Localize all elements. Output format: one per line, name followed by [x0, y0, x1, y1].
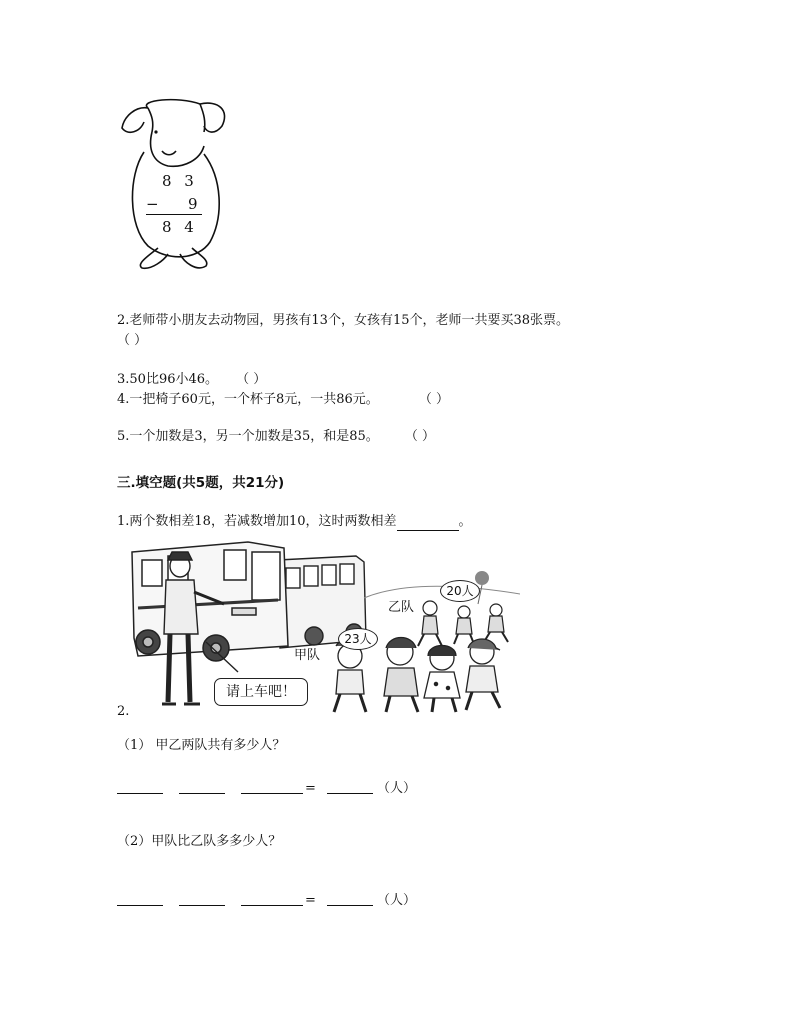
answer-1-unit: （人） [377, 781, 417, 796]
team-b-count: 20人 [446, 584, 474, 598]
team-a-count-bubble [338, 628, 378, 650]
bus-scene-illustration [128, 538, 520, 714]
team-b-count-bubble [440, 580, 480, 602]
question-5-text: 5.一个加数是3，另一个加数是35，和是85。 [117, 429, 379, 444]
team-a-label: 甲队 [294, 648, 321, 663]
bus-teams-picture [128, 538, 520, 714]
team-a-count: 23人 [344, 632, 372, 646]
team-b-label: 乙队 [388, 600, 415, 615]
answer-1-blank-c[interactable] [241, 792, 303, 794]
fill-question-1-blank[interactable] [397, 516, 459, 531]
question-4-answer-bracket[interactable]: （ ） [418, 392, 450, 407]
team-b-children-icon [418, 601, 508, 646]
answer-2-blank-b[interactable] [179, 904, 225, 906]
question-4 [117, 391, 449, 409]
answer-2-result-blank[interactable] [327, 904, 373, 906]
fill-question-2-number: 2. [117, 704, 130, 719]
question-3 [117, 371, 266, 389]
sub-question-1: （1） 甲乙两队共有多少人？ [117, 738, 286, 753]
speech-bubble [214, 678, 308, 706]
question-2-text: 2.老师带小朋友去动物园，男孩有13个，女孩有15个，老师一共要买38张票。 [117, 313, 570, 328]
question-3-text: 3.50比96小46。 [117, 372, 219, 387]
subtraction-subtrahend: 9 [188, 195, 198, 213]
answer-1-result-blank[interactable] [327, 792, 373, 794]
answer-2-blank-a[interactable] [117, 904, 163, 906]
question-5-answer-bracket[interactable]: （ ） [404, 429, 436, 444]
question-2-answer-bracket[interactable]: （ ） [117, 333, 148, 348]
sub-question-2: （2）甲队比乙队多多少人？ [117, 834, 282, 849]
subtraction-figure [118, 96, 238, 272]
subtraction-operator: − [146, 195, 159, 213]
subtraction-line [146, 214, 202, 215]
answer-2-blank-c[interactable] [241, 904, 303, 906]
answer-2-equals: = [305, 893, 316, 908]
question-4-text: 4.一把椅子60元，一个杯子8元，一共86元。 [117, 392, 379, 407]
answer-row-2 [117, 886, 417, 906]
question-5 [117, 428, 435, 446]
section-3-title: 三.填空题(共5题，共21分) [117, 475, 285, 491]
answer-row-1 [117, 774, 417, 794]
eye-icon [154, 130, 157, 133]
fill-question-1 [117, 513, 472, 531]
answer-1-blank-a[interactable] [117, 792, 163, 794]
balloon-icon [475, 571, 489, 585]
fill-question-1-text: 1.两个数相差18，若减数增加10，这时两数相差 [117, 514, 397, 529]
answer-2-unit: （人） [377, 893, 417, 908]
subtraction-result: 8 4 [162, 218, 198, 236]
fill-question-1-end: 。 [458, 514, 472, 529]
speech-text: 请上车吧！ [226, 684, 296, 700]
subtraction-top-number: 8 3 [162, 172, 198, 190]
answer-1-equals: = [305, 781, 316, 796]
front-bus-icon [132, 542, 288, 661]
question-2 [117, 312, 569, 330]
question-3-answer-bracket[interactable]: （ ） [236, 372, 267, 387]
answer-1-blank-b[interactable] [179, 792, 225, 794]
